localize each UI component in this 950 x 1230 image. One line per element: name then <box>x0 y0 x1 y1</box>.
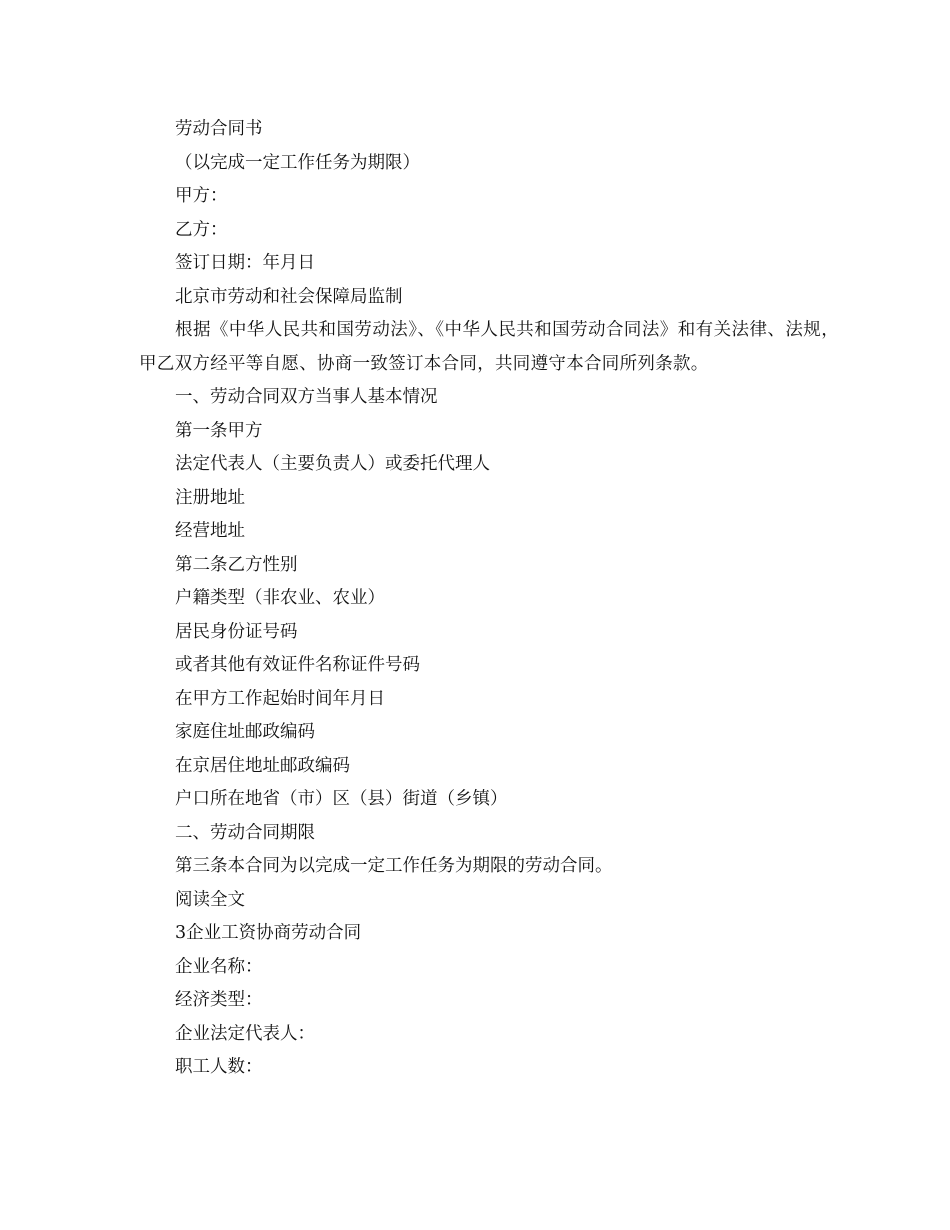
clause-line: 户口所在地省（市）区（县）街道（乡镇） <box>175 789 508 809</box>
party-b-line: 乙方： <box>175 219 228 240</box>
section-heading: 二、劳动合同期限 <box>175 822 315 843</box>
clause-line: 企业名称： <box>175 956 263 977</box>
supervisor-line: 北京市劳动和社会保障局监制 <box>175 286 403 307</box>
clause-line: 或者其他有效证件名称证件号码 <box>175 655 420 675</box>
doc-title: 劳动合同书 <box>175 119 263 139</box>
clause-line: 注册地址 <box>175 487 245 508</box>
doc-subtitle: （以完成一定工作任务为期限） <box>175 152 420 173</box>
clause-line: 经营地址 <box>175 521 245 541</box>
party-a-line: 甲方： <box>175 186 228 206</box>
clause-line: 在甲方工作起始时间年月日 <box>175 688 385 709</box>
read-more-text: 阅读全文 <box>175 889 245 910</box>
clause-line: 经济类型： <box>175 990 263 1010</box>
clause-line: 在京居住地址邮政编码 <box>175 755 350 776</box>
document-content <box>139 113 839 1085</box>
clause-line: 法定代表人（主要负责人）或委托代理人 <box>175 454 490 474</box>
clause-line: 职工人数： <box>175 1057 263 1077</box>
clause-line: 第一条甲方 <box>175 420 263 441</box>
clause-line: 户籍类型（非农业、农业） <box>175 588 385 608</box>
clause-line: 第二条乙方性别 <box>175 554 298 575</box>
section-heading: 一、劳动合同双方当事人基本情况 <box>175 387 438 407</box>
section-heading: 3企业工资协商劳动合同 <box>175 923 362 943</box>
clause-line: 家庭住址邮政编码 <box>175 722 315 742</box>
clause-line: 第三条本合同为以完成一定工作任务为期限的劳动合同。 <box>175 856 613 876</box>
intro-paragraph: 根据《中华人民共和国劳动法》、《中华人民共和国劳动合同法》和有关法律、法规，甲乙双方经平等自愿、协商一致签订本合同，共同遵守本合同所列条款。 <box>139 320 839 374</box>
clause-line: 居民身份证号码 <box>175 621 298 642</box>
clause-line: 企业法定代表人： <box>175 1023 315 1044</box>
sign-date-line: 签订日期：年月日 <box>175 253 315 273</box>
